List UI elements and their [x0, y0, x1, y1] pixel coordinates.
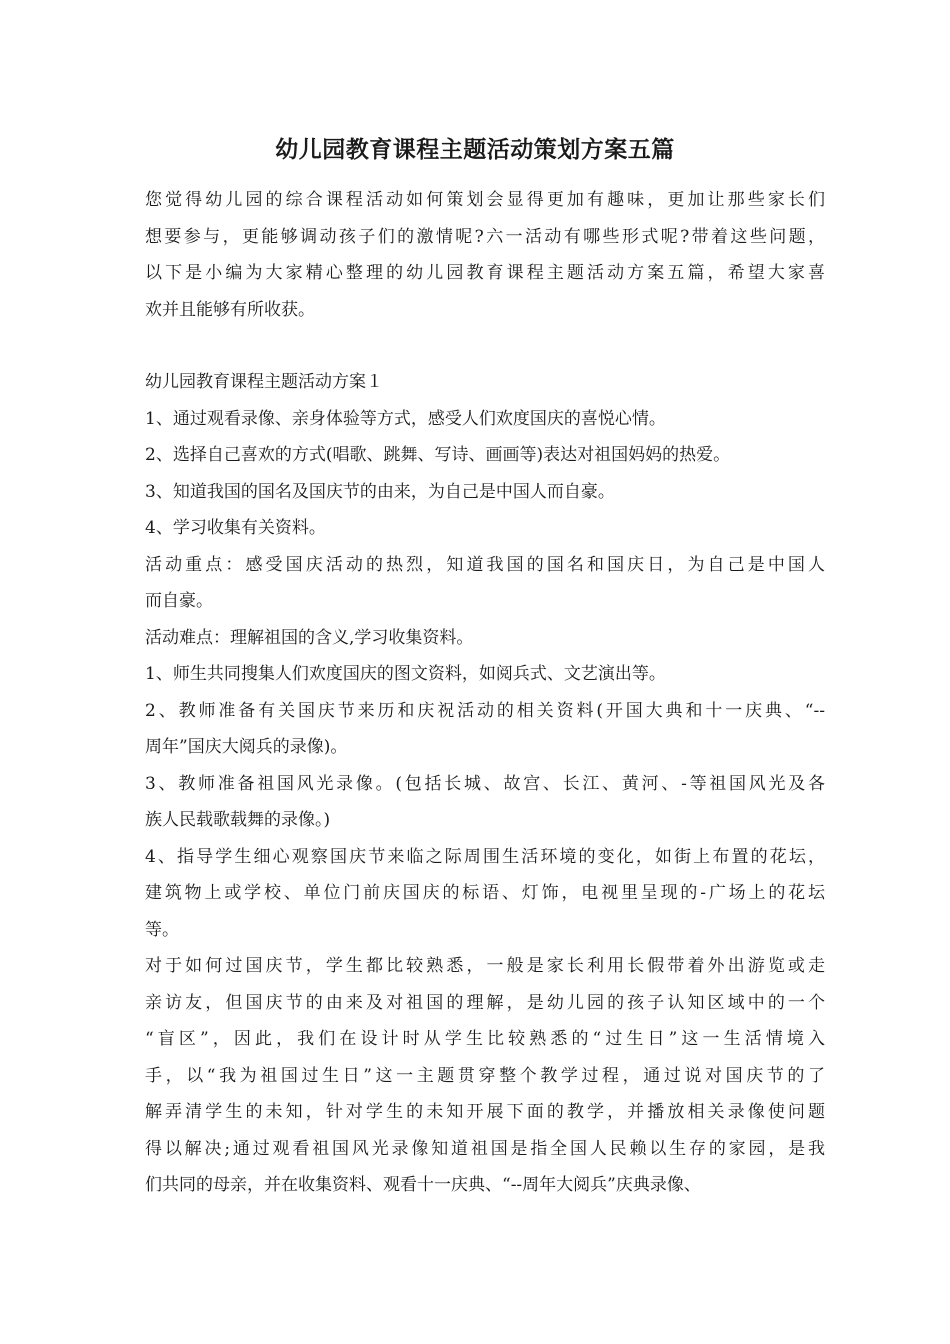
paragraph-line: 幼儿园教育课程主题活动方案１	[145, 372, 383, 392]
paragraph-line: 亲访友，但国庆节的由来及对祖国的理解，是幼儿园的孩子认知区域中的一个	[145, 992, 825, 1013]
paragraph-line: 建筑物上或学校、单位门前庆国庆的标语、灯饰，电视里呈现的-广场上的花坛	[145, 883, 825, 903]
paragraph-line: 2、教师准备有关国庆节来历和庆祝活动的相关资料(开国大典和十一庆典、“--	[145, 700, 825, 721]
body-paragraph	[145, 401, 825, 438]
paragraph-line: 欢并且能够有所收获。	[145, 299, 315, 320]
paragraph-line: 以下是小编为大家精心整理的幼儿园教育课程主题活动方案五篇，希望大家喜	[145, 263, 825, 283]
body-paragraph	[145, 547, 825, 620]
paragraph-line: 3、知道我国的国名及国庆节的由来，为自己是中国人而自豪。	[145, 481, 615, 502]
paragraph-line: 1、通过观看录像、亲身体验等方式，感受人们欢度国庆的喜悦心情。	[145, 408, 666, 429]
paragraph-line: 周年”国庆大阅兵的录像)。	[145, 737, 348, 757]
body-paragraph	[145, 364, 825, 401]
paragraph-line: 得以解决;通过观看祖国风光录像知道祖国是指全国人民赖以生存的家园，是我	[145, 1138, 825, 1159]
paragraph-line: 想要参与，更能够调动孩子们的激情呢?六一活动有哪些形式呢?带着这些问题，	[145, 226, 825, 247]
body-paragraph	[145, 510, 825, 547]
paragraph-line: 活动重点：感受国庆活动的热烈，知道我国的国名和国庆日，为自己是中国人	[145, 554, 825, 575]
paragraph-line: 活动难点：理解祖国的含义,学习收集资料。	[145, 627, 474, 648]
body-paragraph	[145, 620, 825, 657]
paragraph-line: 1、师生共同搜集人们欢度国庆的图文资料，如阅兵式、文艺演出等。	[145, 664, 666, 684]
paragraph-line: 4、指导学生细心观察国庆节来临之际周围生活环境的变化，如街上布置的花坛，	[145, 846, 825, 867]
paragraph-line: 您觉得幼儿园的综合课程活动如何策划会显得更加有趣味，更加让那些家长们	[145, 190, 825, 210]
body-paragraph	[145, 839, 825, 949]
paragraph-line: 2、选择自己喜欢的方式(唱歌、跳舞、写诗、画画等)表达对祖国妈妈的热爱。	[145, 445, 731, 465]
paragraph-line: 而自豪。	[145, 591, 213, 611]
paragraph-line: 对于如何过国庆节，学生都比较熟悉，一般是家长利用长假带着外出游览或走	[145, 956, 825, 976]
body-paragraph	[145, 948, 825, 1204]
paragraph-line: 手，以“我为祖国过生日”这一主题贯穿整个教学过程，通过说对国庆节的了	[145, 1065, 825, 1086]
paragraph-line: 4、学习收集有关资料。	[145, 518, 326, 538]
body-paragraph	[145, 474, 825, 511]
paragraph-line: 族人民载歌载舞的录像。)	[145, 810, 331, 830]
paragraph-line: 等。	[145, 919, 179, 940]
body-paragraph	[145, 182, 825, 328]
body-paragraph	[145, 766, 825, 839]
document-body	[145, 182, 825, 1204]
paragraph-line: “盲区”，因此，我们在设计时从学生比较熟悉的“过生日”这一生活情境入	[145, 1029, 825, 1049]
paragraph-line: 3、教师准备祖国风光录像。(包括长城、故宫、长江、黄河、-等祖国风光及各	[145, 773, 825, 794]
document-title: 幼儿园教育课程主题活动策划方案五篇	[275, 136, 675, 163]
body-paragraph	[145, 437, 825, 474]
paragraph-line: 解弄清学生的未知，针对学生的未知开展下面的教学，并播放相关录像使问题	[145, 1102, 825, 1122]
body-paragraph	[145, 693, 825, 766]
paragraph-line: 们共同的母亲，并在收集资料、观看十一庆典、“--周年大阅兵”庆典录像、	[145, 1175, 701, 1195]
body-paragraph	[145, 656, 825, 693]
